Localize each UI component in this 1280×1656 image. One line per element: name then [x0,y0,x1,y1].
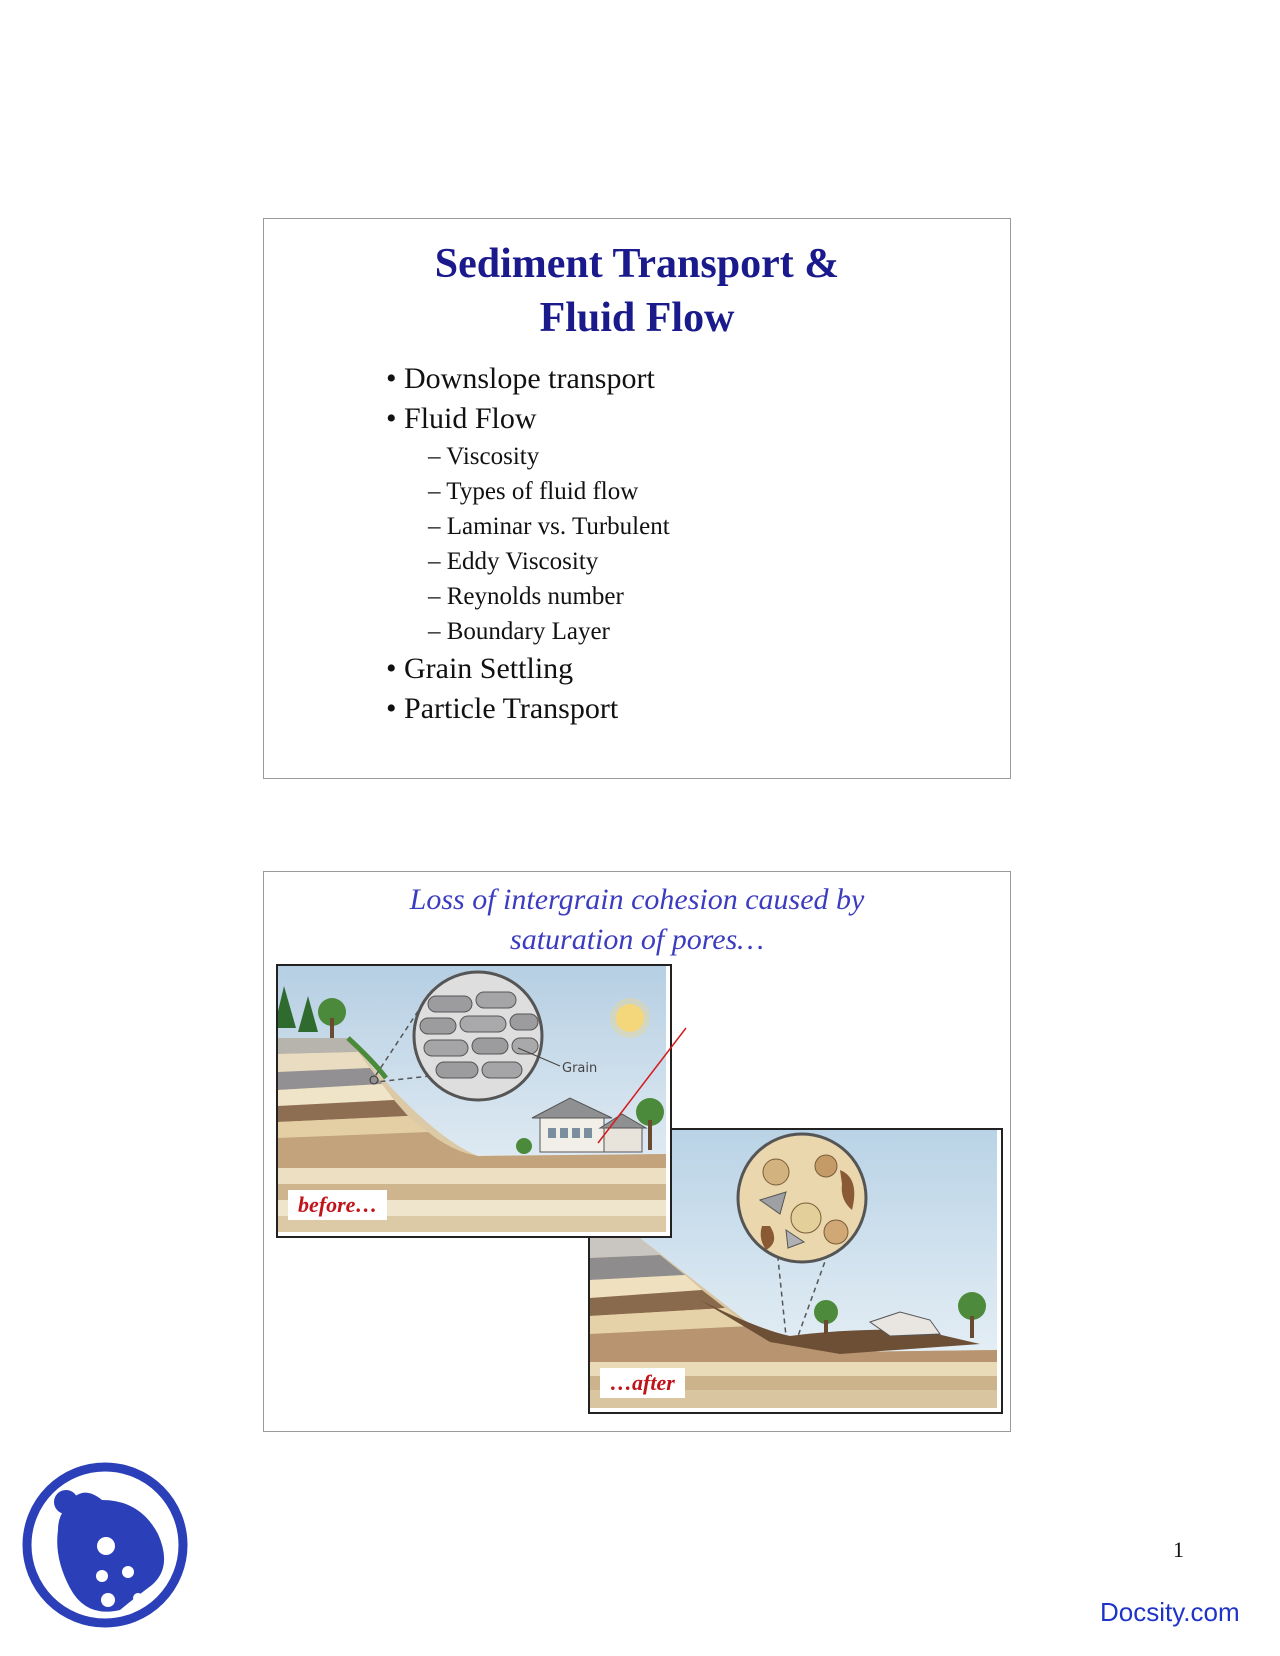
grain-label: Grain [562,1061,598,1076]
slide-2 [263,871,1011,1432]
caption-line-1: Loss of intergrain cohesion caused by [409,883,865,916]
slide-title [264,237,1010,345]
docsity-brand-link[interactable]: Docsity.com [1100,1597,1240,1627]
sub-bullet-boundary-layer: – Boundary Layer [428,618,610,645]
topic-list [386,359,670,729]
title-line-2: Fluid Flow [539,295,735,341]
slide-1 [263,218,1011,779]
bullet-grain-settling: • Grain Settling [386,652,574,685]
sub-bullet-viscosity: – Viscosity [428,443,540,470]
bullet-fluid-flow: • Fluid Flow [386,402,537,435]
before-label: before… [288,1190,387,1220]
page-number: 1 [1173,1537,1184,1562]
caption-line-2: saturation of pores… [510,923,764,956]
sub-bullet-eddy-viscosity: – Eddy Viscosity [428,548,599,575]
slide-caption [264,880,1010,960]
bullet-particle-transport: • Particle Transport [386,692,619,725]
docsity-logo-icon [20,1460,190,1630]
before-illustration [276,964,672,1238]
sub-bullet-reynolds-number: – Reynolds number [428,583,624,610]
bullet-downslope-transport: • Downslope transport [386,362,655,395]
sub-bullet-laminar-vs-turbulent: – Laminar vs. Turbulent [428,513,670,540]
sub-bullet-types-of-fluid-flow: – Types of fluid flow [428,478,639,505]
after-label: …after [600,1368,685,1398]
title-line-1: Sediment Transport & [434,241,840,287]
